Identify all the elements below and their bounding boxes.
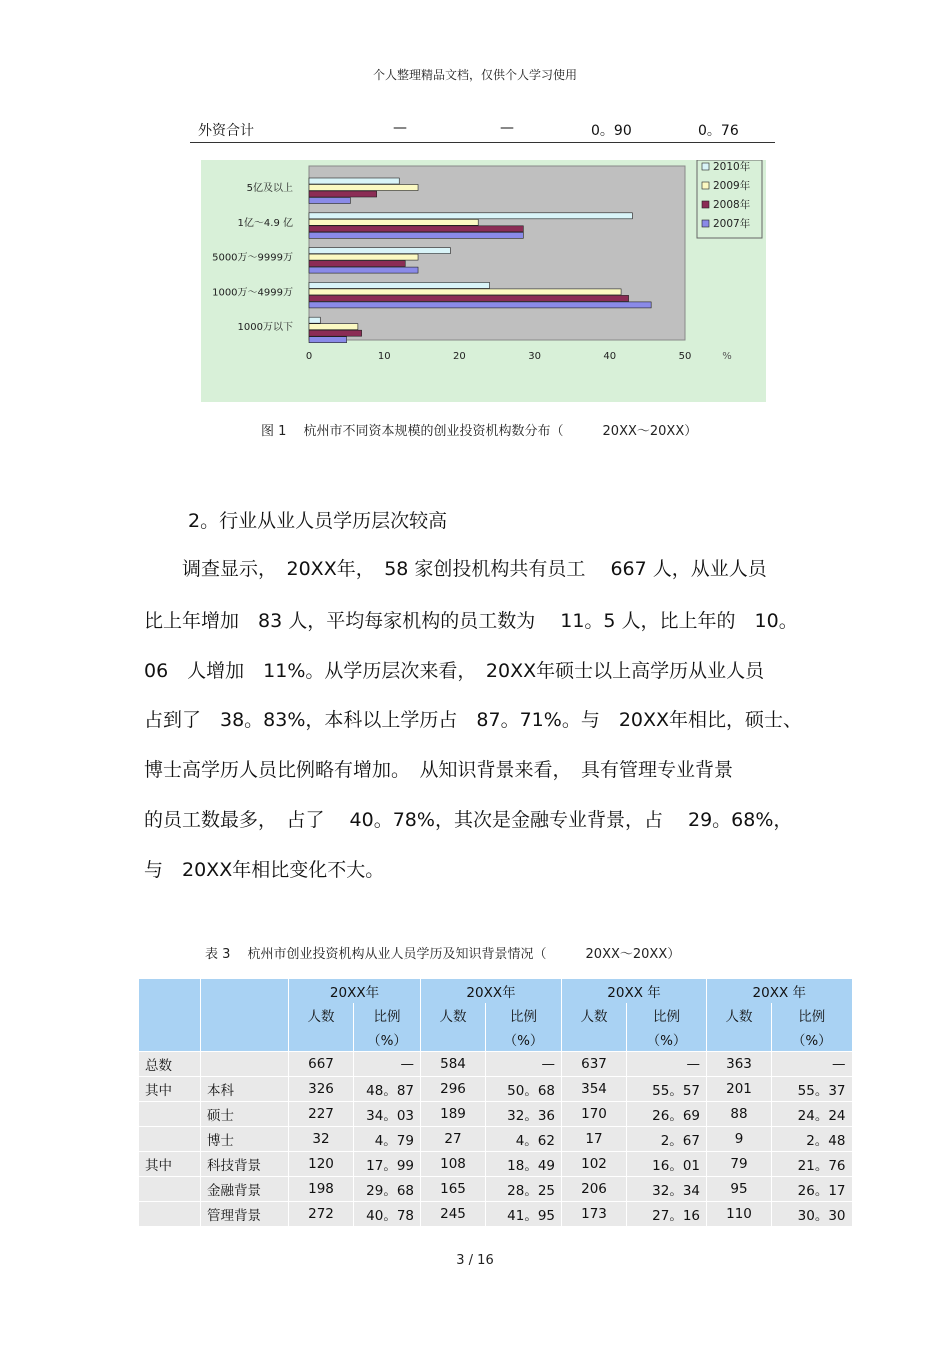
legend-swatch [702,220,709,227]
header-blank [201,979,289,1003]
header-year: 20XX 年 [707,979,852,1003]
header-blank [139,979,201,1003]
bar [309,232,523,238]
paragraph-line: 占到了 38。83%，本科以上学历占 87。71%。与 20XX年相比，硕士、 [144,709,803,731]
cell-count: 189 [421,1102,486,1127]
legend-label: 2010年 [713,161,751,173]
bar [309,324,358,330]
header-ratio: 比例 [354,1003,421,1027]
cell-count: 165 [421,1177,486,1202]
cell-count: 110 [707,1202,772,1227]
bar [309,282,489,288]
row-label: 管理背景 [201,1202,289,1227]
cell-count: 667 [289,1052,354,1077]
x-tick-label: 0 [305,351,313,362]
header-pct: （%） [486,1027,562,1052]
table-row [139,1077,852,1102]
legend-swatch [702,201,709,208]
header-count: 人数 [421,1003,486,1027]
legend-swatch [702,163,709,170]
cell-count: 354 [562,1077,627,1102]
header-pct: （%） [354,1027,421,1052]
cell-count: 201 [707,1077,772,1102]
cell-ratio: 41。95 [486,1202,562,1227]
header-year: 20XX年 [289,979,421,1003]
table-body [139,1052,852,1227]
cell-count: 198 [289,1177,354,1202]
table-row [139,1177,852,1202]
row-group: 其中 [139,1077,201,1102]
bar [309,261,405,267]
cell-ratio: 26。69 [627,1102,707,1127]
header-blank [289,1027,354,1052]
cell-count: 206 [562,1177,627,1202]
cell-ratio: 55。37 [772,1077,852,1102]
cell-count: 102 [562,1152,627,1177]
x-tick-label: 10 [377,351,391,362]
header-year: 20XX 年 [562,979,707,1003]
cell-ratio: 48。87 [354,1077,421,1102]
header-pct: （%） [627,1027,707,1052]
cell-count: 120 [289,1152,354,1177]
cell-ratio: — [486,1052,562,1077]
x-tick-label: 40 [603,351,617,362]
foreign-row-label: 外资合计 [198,123,254,139]
category-label: 1亿～4.9 亿 [237,217,293,229]
category-label: 1000万～4999万 [212,287,293,299]
page-number: 3 / 16 [456,1253,494,1268]
bar [309,254,418,260]
cell-count: 272 [289,1202,354,1227]
cell-count: 88 [707,1102,772,1127]
foreign-row-c4: 0。76 [698,123,739,139]
bar [309,248,450,254]
category-label: 5亿及以上 [246,183,293,194]
row-group [139,1127,201,1152]
bar [309,219,478,225]
foreign-row-c3: 0。90 [591,123,632,139]
figure-caption: 图 1 杭州市不同资本规模的创业投资机构数分布（ 20XX～20XX） [261,424,698,439]
page-header: 个人整理精品文档，仅供个人学习使用 [372,68,577,82]
cell-count: 326 [289,1077,354,1102]
table-header-years [139,979,852,1003]
cell-ratio: 18。49 [486,1152,562,1177]
table-header-sub [139,1003,852,1027]
row-label [201,1052,289,1077]
header-ratio: 比例 [772,1003,852,1027]
cell-ratio: 34。03 [354,1102,421,1127]
header-count: 人数 [562,1003,627,1027]
paragraph-line: 比上年增加 83 人，平均每家机构的员工数为 11。5 人，比上年的 10。 [144,610,798,632]
x-tick-label: 30 [528,351,541,362]
paragraph-line: 的员工数最多， 占了 40。78%，其次是金融专业背景，占 29。68%， [144,809,793,831]
legend-label: 2009年 [713,180,751,192]
header-blank [139,1027,201,1052]
cell-ratio: 4。62 [486,1127,562,1152]
row-label: 博士 [201,1127,289,1152]
paragraph-line: 博士高学历人员比例略有增加。 从知识背景来看， 具有管理专业背景 [144,759,734,781]
category-label: 1000万以下 [237,322,293,334]
cell-ratio: 21。76 [772,1152,852,1177]
table-row [139,1102,852,1127]
cell-count: 173 [562,1202,627,1227]
row-group [139,1177,201,1202]
cell-count: 170 [562,1102,627,1127]
cell-ratio: 32。34 [627,1177,707,1202]
cell-count: 227 [289,1102,354,1127]
header-count: 人数 [289,1003,354,1027]
table-header-pct [139,1027,852,1052]
bar [309,337,347,343]
foreign-row-c1: — [393,120,407,136]
bar [309,213,632,219]
header-blank [562,1027,627,1052]
paragraph-line: 调查显示， 20XX年， 58 家创投机构共有员工 667 人，从业人员 [144,558,767,580]
table-row [139,1152,852,1177]
bar [309,198,350,204]
cell-ratio: 30。30 [772,1202,852,1227]
education-table [138,979,852,1226]
bar-chart [201,160,766,402]
cell-ratio: 4。79 [354,1127,421,1152]
x-tick-label: 50 [678,351,692,362]
bar [309,185,418,191]
cell-count: 32 [289,1127,354,1152]
cell-ratio: 55。57 [627,1077,707,1102]
bar [309,226,523,232]
cell-count: 79 [707,1152,772,1177]
category-label: 5000万～9999万 [212,252,293,264]
row-label: 硕士 [201,1102,289,1127]
section-title: 2。行业从业人员学历层次较高 [188,510,448,532]
bar [309,267,418,273]
header-blank [139,1003,201,1027]
cell-count: 296 [421,1077,486,1102]
cell-ratio: 29。68 [354,1177,421,1202]
header-blank [201,1003,289,1027]
cell-ratio: — [627,1052,707,1077]
cell-ratio: 2。48 [772,1127,852,1152]
legend-swatch [702,182,709,189]
cell-count: 17 [562,1127,627,1152]
cell-count: 108 [421,1152,486,1177]
row-label: 科技背景 [201,1152,289,1177]
paragraph-line: 06 人增加 11%。从学历层次来看， 20XX年硕士以上高学历从业人员 [144,660,765,682]
row-group [139,1102,201,1127]
bar [309,317,320,323]
bar [309,289,621,295]
cell-ratio: 26。17 [772,1177,852,1202]
cell-ratio: — [354,1052,421,1077]
cell-ratio: 32。36 [486,1102,562,1127]
row-label: 本科 [201,1077,289,1102]
header-count: 人数 [707,1003,772,1027]
row-group [139,1202,201,1227]
x-unit-label: % [722,351,732,362]
cell-ratio: 24。24 [772,1102,852,1127]
header-year: 20XX年 [421,979,562,1003]
table-row [139,1202,852,1227]
cell-count: 584 [421,1052,486,1077]
cell-count: 9 [707,1127,772,1152]
legend-label: 2008年 [713,199,751,211]
paragraph-line: 与 20XX年相比变化不大。 [144,859,385,881]
bar [309,302,651,308]
cell-ratio: 40。78 [354,1202,421,1227]
bar [309,178,399,184]
legend-label: 2007年 [713,218,751,230]
foreign-row-c2: — [500,120,514,136]
header-blank [421,1027,486,1052]
header-blank [707,1027,772,1052]
x-tick-label: 20 [453,351,466,362]
row-group: 总数 [139,1052,201,1077]
cell-ratio: 50。68 [486,1077,562,1102]
header-pct: （%） [772,1027,852,1052]
header-blank [201,1027,289,1052]
cell-ratio: 17。99 [354,1152,421,1177]
header-ratio: 比例 [486,1003,562,1027]
foreign-capital-row [190,118,775,143]
cell-count: 363 [707,1052,772,1077]
cell-ratio: — [772,1052,852,1077]
table-row [139,1052,852,1077]
row-group: 其中 [139,1152,201,1177]
bar [309,330,362,336]
cell-ratio: 2。67 [627,1127,707,1152]
cell-ratio: 28。25 [486,1177,562,1202]
bar [309,295,629,301]
cell-ratio: 27。16 [627,1202,707,1227]
bar [309,191,377,197]
cell-count: 245 [421,1202,486,1227]
row-label: 金融背景 [201,1177,289,1202]
table-caption: 表 3 杭州市创业投资机构从业人员学历及知识背景情况（ 20XX～20XX） [205,947,681,962]
cell-count: 95 [707,1177,772,1202]
cell-count: 637 [562,1052,627,1077]
bar-chart-svg [201,160,766,402]
header-ratio: 比例 [627,1003,707,1027]
cell-ratio: 16。01 [627,1152,707,1177]
cell-count: 27 [421,1127,486,1152]
table-row [139,1127,852,1152]
